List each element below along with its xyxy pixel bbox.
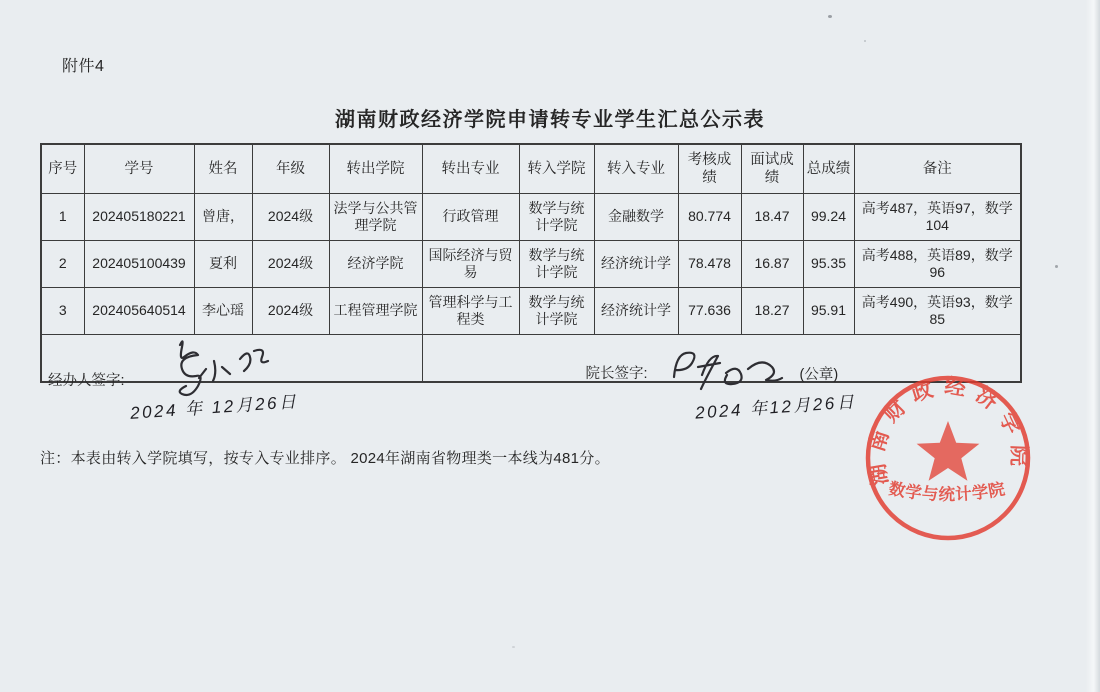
col-header-to-major: 转入专业 — [594, 144, 678, 194]
page-title: 湖南财政经济学院申请转专业学生汇总公示表 — [335, 109, 765, 131]
cell-index: 1 — [41, 194, 84, 241]
stamp-outer-text: 湖南财政经济学院 — [864, 374, 1031, 487]
cell-interview-score: 16.87 — [741, 241, 803, 288]
col-header-name: 姓名 — [194, 144, 252, 194]
cell-to-major: 金融数学 — [594, 194, 678, 241]
cell-from-college: 法学与公共管理学院 — [329, 194, 422, 241]
cell-assessment-score: 80.774 — [678, 194, 741, 241]
col-header-from-major: 转出专业 — [422, 144, 519, 194]
cell-from-college: 工程管理学院 — [329, 288, 422, 335]
handler-signature-cell — [41, 335, 422, 423]
cell-assessment-score: 78.478 — [678, 241, 741, 288]
attachment-label: 附件4 — [62, 58, 105, 75]
cell-to-college: 数学与统计学院 — [519, 288, 594, 335]
stamp-inner-text: 数学与统计学院 — [887, 479, 1007, 505]
col-header-from-college: 转出学院 — [329, 144, 422, 194]
table-row — [41, 288, 1021, 335]
cell-grade: 2024级 — [252, 241, 329, 288]
cell-to-college: 数学与统计学院 — [519, 194, 594, 241]
handler-date-handwritten: 2024 年 12月26日 — [129, 392, 300, 423]
dean-date-handwritten: 2024 年12月26日 — [694, 392, 857, 423]
table-row — [41, 241, 1021, 288]
cell-remarks: 高考488，英语89，数学96 — [854, 241, 1021, 288]
stamp-star-icon — [917, 421, 980, 481]
col-header-assessment-score: 考核成绩 — [678, 144, 741, 194]
scan-page-edge — [1086, 0, 1100, 692]
dean-handwritten-signature — [668, 347, 788, 393]
cell-total-score: 95.35 — [803, 241, 854, 288]
cell-grade: 2024级 — [252, 288, 329, 335]
transfer-summary-table-wrap — [40, 143, 1020, 423]
official-seal-note: (公章) — [799, 367, 839, 383]
cell-name: 李心瑶 — [194, 288, 252, 335]
cell-interview-score: 18.47 — [741, 194, 803, 241]
scan-speck — [1055, 265, 1058, 268]
cell-student-id: 202405100439 — [84, 241, 194, 288]
cell-to-major: 经济统计学 — [594, 241, 678, 288]
dean-signature-label: 院长签字: — [585, 366, 648, 382]
cell-assessment-score: 77.636 — [678, 288, 741, 335]
col-header-grade: 年级 — [252, 144, 329, 194]
cell-total-score: 99.24 — [803, 194, 854, 241]
footnote: 注：本表由转入学院填写，按专入专业排序。 2024年湖南省物理类一本线为481分。 — [40, 450, 610, 467]
scan-speck — [512, 646, 515, 648]
col-header-student-id: 学号 — [84, 144, 194, 194]
transfer-summary-table — [40, 143, 1022, 423]
col-header-index: 序号 — [41, 144, 84, 194]
cell-remarks: 高考490，英语93，数学85 — [854, 288, 1021, 335]
official-seal-stamp — [853, 364, 1043, 554]
cell-name: 夏利 — [194, 241, 252, 288]
cell-remarks: 高考487，英语97，数学104 — [854, 194, 1021, 241]
table-row — [41, 194, 1021, 241]
cell-from-major: 管理科学与工程类 — [422, 288, 519, 335]
handler-handwritten-signature — [152, 335, 292, 397]
cell-name: 曾唐， — [194, 194, 252, 241]
cell-from-college: 经济学院 — [329, 241, 422, 288]
col-header-remarks: 备注 — [854, 144, 1021, 194]
cell-index: 2 — [41, 241, 84, 288]
scan-speck — [828, 15, 832, 18]
cell-from-major: 行政管理 — [422, 194, 519, 241]
svg-text:数学与统计学院 — [887, 478, 1007, 504]
cell-student-id: 202405640514 — [84, 288, 194, 335]
header-row — [41, 144, 1021, 194]
cell-index: 3 — [41, 288, 84, 335]
cell-to-major: 经济统计学 — [594, 288, 678, 335]
cell-student-id: 202405180221 — [84, 194, 194, 241]
cell-grade: 2024级 — [252, 194, 329, 241]
col-header-interview-score: 面试成绩 — [741, 144, 803, 194]
cell-to-college: 数学与统计学院 — [519, 241, 594, 288]
cell-total-score: 95.91 — [803, 288, 854, 335]
col-header-to-college: 转入学院 — [519, 144, 594, 194]
scan-speck — [864, 40, 866, 42]
handler-signature-label: 经办人签字: — [48, 373, 125, 389]
cell-from-major: 国际经济与贸易 — [422, 241, 519, 288]
col-header-total-score: 总成绩 — [803, 144, 854, 194]
cell-interview-score: 18.27 — [741, 288, 803, 335]
